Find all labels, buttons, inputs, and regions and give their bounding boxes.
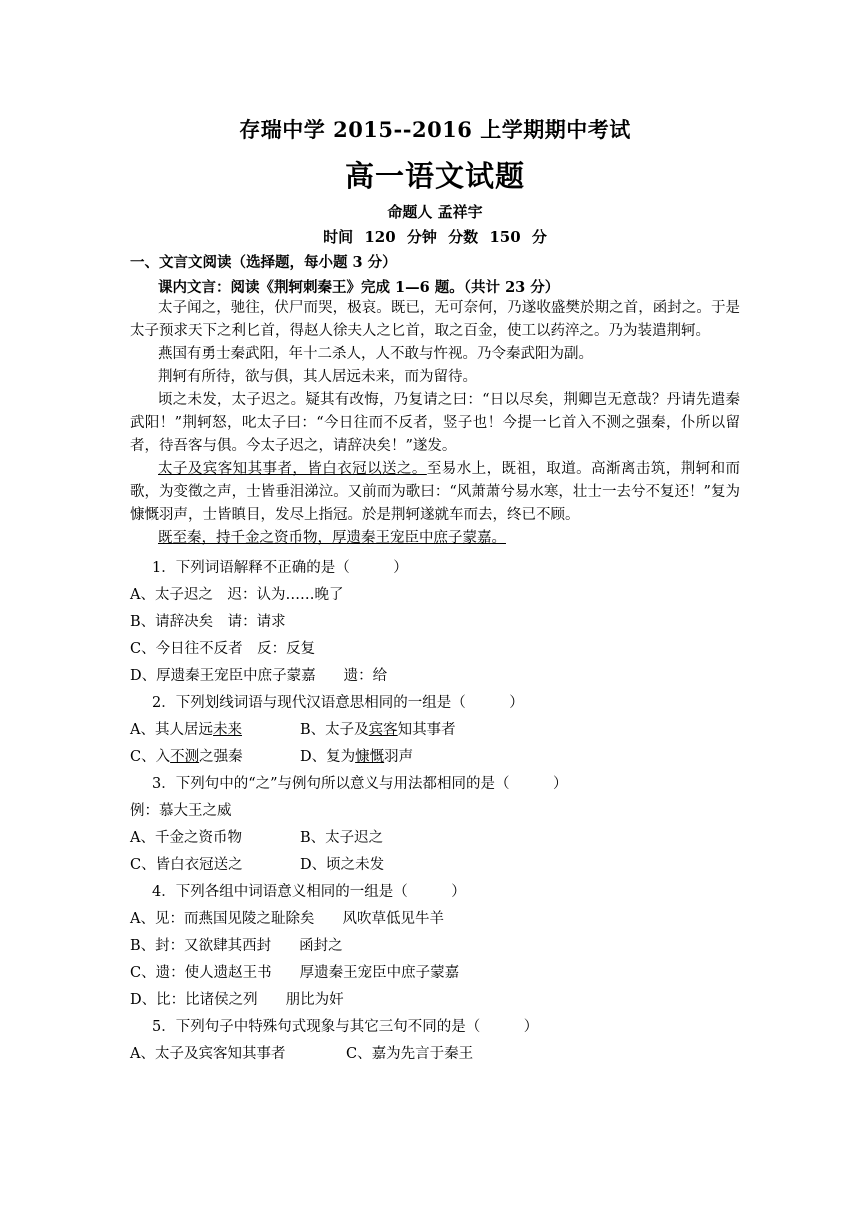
question-3-option-a: A、千金之资币物	[130, 830, 242, 846]
option-text: 函封之	[299, 938, 343, 954]
option-text: B、封：又欲肆其西封	[130, 938, 272, 954]
option-text: 风吹草低见牛羊	[342, 911, 444, 927]
question-4-option-a	[130, 910, 740, 928]
option-text: 羽声	[384, 749, 414, 765]
school-exam-title: 存瑞中学 2015--2016 上学期期中考试	[239, 117, 631, 142]
question-2-option-b	[300, 721, 456, 739]
question-1-option-a: A、太子迟之 迟：认为……晚了	[130, 587, 344, 603]
question-4-option-d	[130, 991, 740, 1009]
option-text: C、遗：使人遗赵王书	[130, 965, 272, 981]
question-4-option-b	[130, 937, 740, 955]
option-text: A、见：而燕国见陵之耻除矣	[130, 911, 315, 927]
question-5-option-c: C、嘉为先言于秦王	[346, 1046, 474, 1062]
question-2-option-a	[130, 721, 300, 739]
underlined-sentence: 既至秦，持千金之资币物，厚遗秦王宠臣中庶子蒙嘉。	[158, 530, 506, 546]
underlined-word: 不测	[170, 749, 200, 765]
underlined-sentence: 太子及宾客知其事者，皆白衣冠以送之。	[158, 461, 427, 477]
question-2-option-c	[130, 748, 300, 766]
passage-paragraph: 荆轲有所待，欲与俱，其人居远未来，而为留待。	[158, 369, 477, 385]
question-1-option-c: C、今日往不反者 反：反复	[130, 641, 316, 657]
underlined-word: 宾客	[368, 722, 398, 738]
subject-title: 高一语文试题	[344, 159, 525, 193]
passage-instruction: 课内文言：阅读《荆轲刺秦王》完成 1—6 题。（共计 23 分）	[158, 279, 560, 296]
passage-paragraph: 太子闻之，驰往，伏尸而哭，极哀。既已，无可奈何，乃遂收盛樊於期之首，函封之。于是太子预求天下之利匕首，得赵人徐夫人之匕首，取之百金，使工以药淬之。乃为装遣荆轲。	[130, 300, 740, 339]
option-text: C、入	[130, 749, 171, 765]
option-text: 之强秦	[199, 749, 243, 765]
option-text: 厚遗秦王宠臣中庶子蒙嘉	[299, 965, 460, 981]
question-2-options-row	[130, 721, 740, 739]
question-3-example: 例：慕大王之威	[130, 803, 232, 819]
passage-paragraph: 燕国有勇士秦武阳，年十二杀人，人不敢与忤视。乃令秦武阳为副。	[158, 346, 593, 362]
question-1-option-b: B、请辞决矣 请：请求	[130, 614, 286, 630]
section-title: 一、文言文阅读（选择题，每小题 3 分）	[130, 254, 397, 271]
passage-paragraph	[130, 527, 740, 550]
question-2-option-d	[300, 748, 413, 766]
question-3-option-b: B、太子迟之	[300, 830, 384, 846]
question-3-option-d: D、顷之未发	[300, 857, 385, 873]
question-3-option-c: C、皆白衣冠送之	[130, 857, 243, 873]
passage	[130, 297, 740, 550]
question-1-option-d	[130, 667, 740, 685]
option-text: B、太子及	[300, 722, 369, 738]
question-4-option-c	[130, 964, 740, 982]
question-5-stem: 5．下列句子中特殊句式现象与其它三句不同的是（ ）	[152, 1019, 539, 1035]
question-1-stem: 1．下列词语解释不正确的是（ ）	[152, 560, 408, 576]
exam-page	[130, 110, 740, 1063]
question-5-option-a: A、太子及宾客知其事者	[130, 1046, 286, 1062]
underlined-word: 慷慨	[355, 749, 385, 765]
option-text: D、复为	[300, 749, 356, 765]
question-5-options-row	[130, 1045, 740, 1063]
option-text: 知其事者	[397, 722, 456, 738]
question-3-options-row	[130, 829, 740, 847]
author-line: 命题人 孟祥宇	[387, 203, 483, 221]
option-text: A、其人居远	[130, 722, 213, 738]
option-text: D、厚遗秦王宠臣中庶子蒙嘉	[130, 668, 316, 684]
passage-paragraph: 顷之未发，太子迟之。疑其有改悔，乃复请之曰：“日以尽矣，荆卿岂无意哉？丹请先遣秦武阳！”荆轲怒，叱太子曰：“今日往而不反者，竖子也！今提一匕首入不测之强秦，仆所以留者，待吾客与俱。今太子迟之，请辞决矣！”遂发。	[130, 392, 740, 454]
time-score-line: 时间 120 分钟 分数 150 分	[323, 228, 547, 246]
question-4-stem: 4．下列各组中词语意义相同的一组是（ ）	[152, 884, 466, 900]
passage-paragraph	[130, 458, 740, 527]
option-text: D、比：比诸侯之列	[130, 992, 258, 1008]
underlined-word: 未来	[212, 722, 242, 738]
question-2-stem: 2．下列划线词语与现代汉语意思相同的一组是（ ）	[152, 695, 524, 711]
option-gloss: 遗：给	[343, 668, 388, 684]
passage-text: 至易水上，既祖，取道。高渐离击筑，荆轲和而歌，为变徵之声，士皆垂泪涕泣。又前而为歌曰：“风萧萧兮易水寒，壮士一去兮不复还！”复为慷慨羽声，士皆瞋目，发尽上指冠。於是荆轲遂就车而去，终已不顾。	[130, 461, 741, 523]
question-2-options-row	[130, 748, 740, 766]
question-3-stem: 3．下列句中的“之”与例句所以意义与用法都相同的是（ ）	[152, 776, 568, 792]
option-text: 朋比为奸	[285, 992, 344, 1008]
question-3-options-row	[130, 856, 740, 874]
